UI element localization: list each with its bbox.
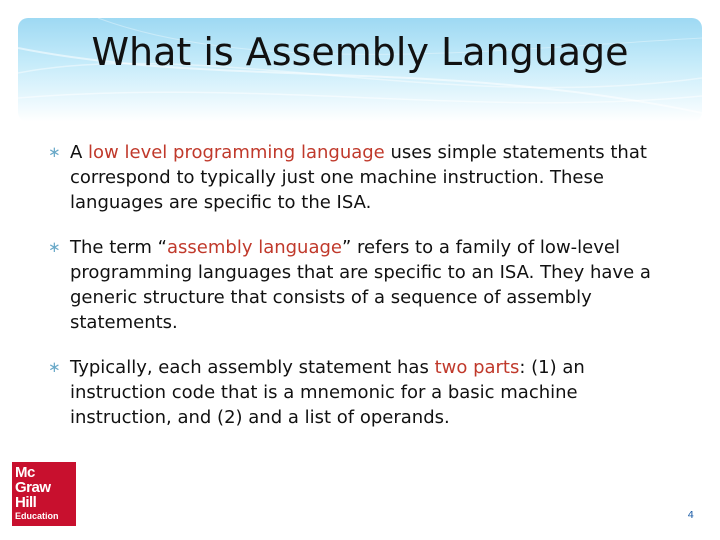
title-banner — [18, 18, 702, 122]
bullet-text: uses simple statements that correspond to typically just one machine instruction. These languages are specific to the ISA. — [70, 142, 647, 213]
bullet-item — [48, 355, 668, 430]
bullet-text: A — [70, 142, 89, 163]
logo-line-2: Graw — [15, 479, 51, 496]
logo-line-4: Education — [15, 511, 59, 521]
mcgraw-hill-logo — [12, 462, 76, 526]
highlighted-text: two parts — [434, 357, 520, 378]
bullet-marker-icon: ∗ — [48, 358, 61, 376]
bullet-marker-icon: ∗ — [48, 143, 61, 161]
bullet-text: Typically, each assembly statement has — [70, 357, 435, 378]
bullet-marker-icon: ∗ — [48, 238, 61, 256]
page-number: 4 — [687, 510, 694, 521]
bullet-item — [48, 235, 668, 335]
highlighted-text: low level programming language — [88, 142, 385, 163]
bullet-item — [48, 140, 668, 215]
bullet-text: ” refers to a family of low-level programming languages that are specific to an ISA. They have a generic structure that consists of a sequence of assembly statements. — [70, 237, 651, 333]
bullet-text: : (1) an instruction code that is a mnemonic for a basic machine instruction, and (2) and a list of operands. — [70, 357, 585, 428]
logo-line-3: Hill — [15, 494, 37, 511]
logo-line-1: Mc — [15, 464, 35, 481]
bullet-list — [48, 140, 668, 450]
bullet-text: The term “ — [70, 237, 167, 258]
slide-title: What is Assembly Language — [91, 30, 629, 74]
highlighted-text: assembly language — [167, 237, 342, 258]
